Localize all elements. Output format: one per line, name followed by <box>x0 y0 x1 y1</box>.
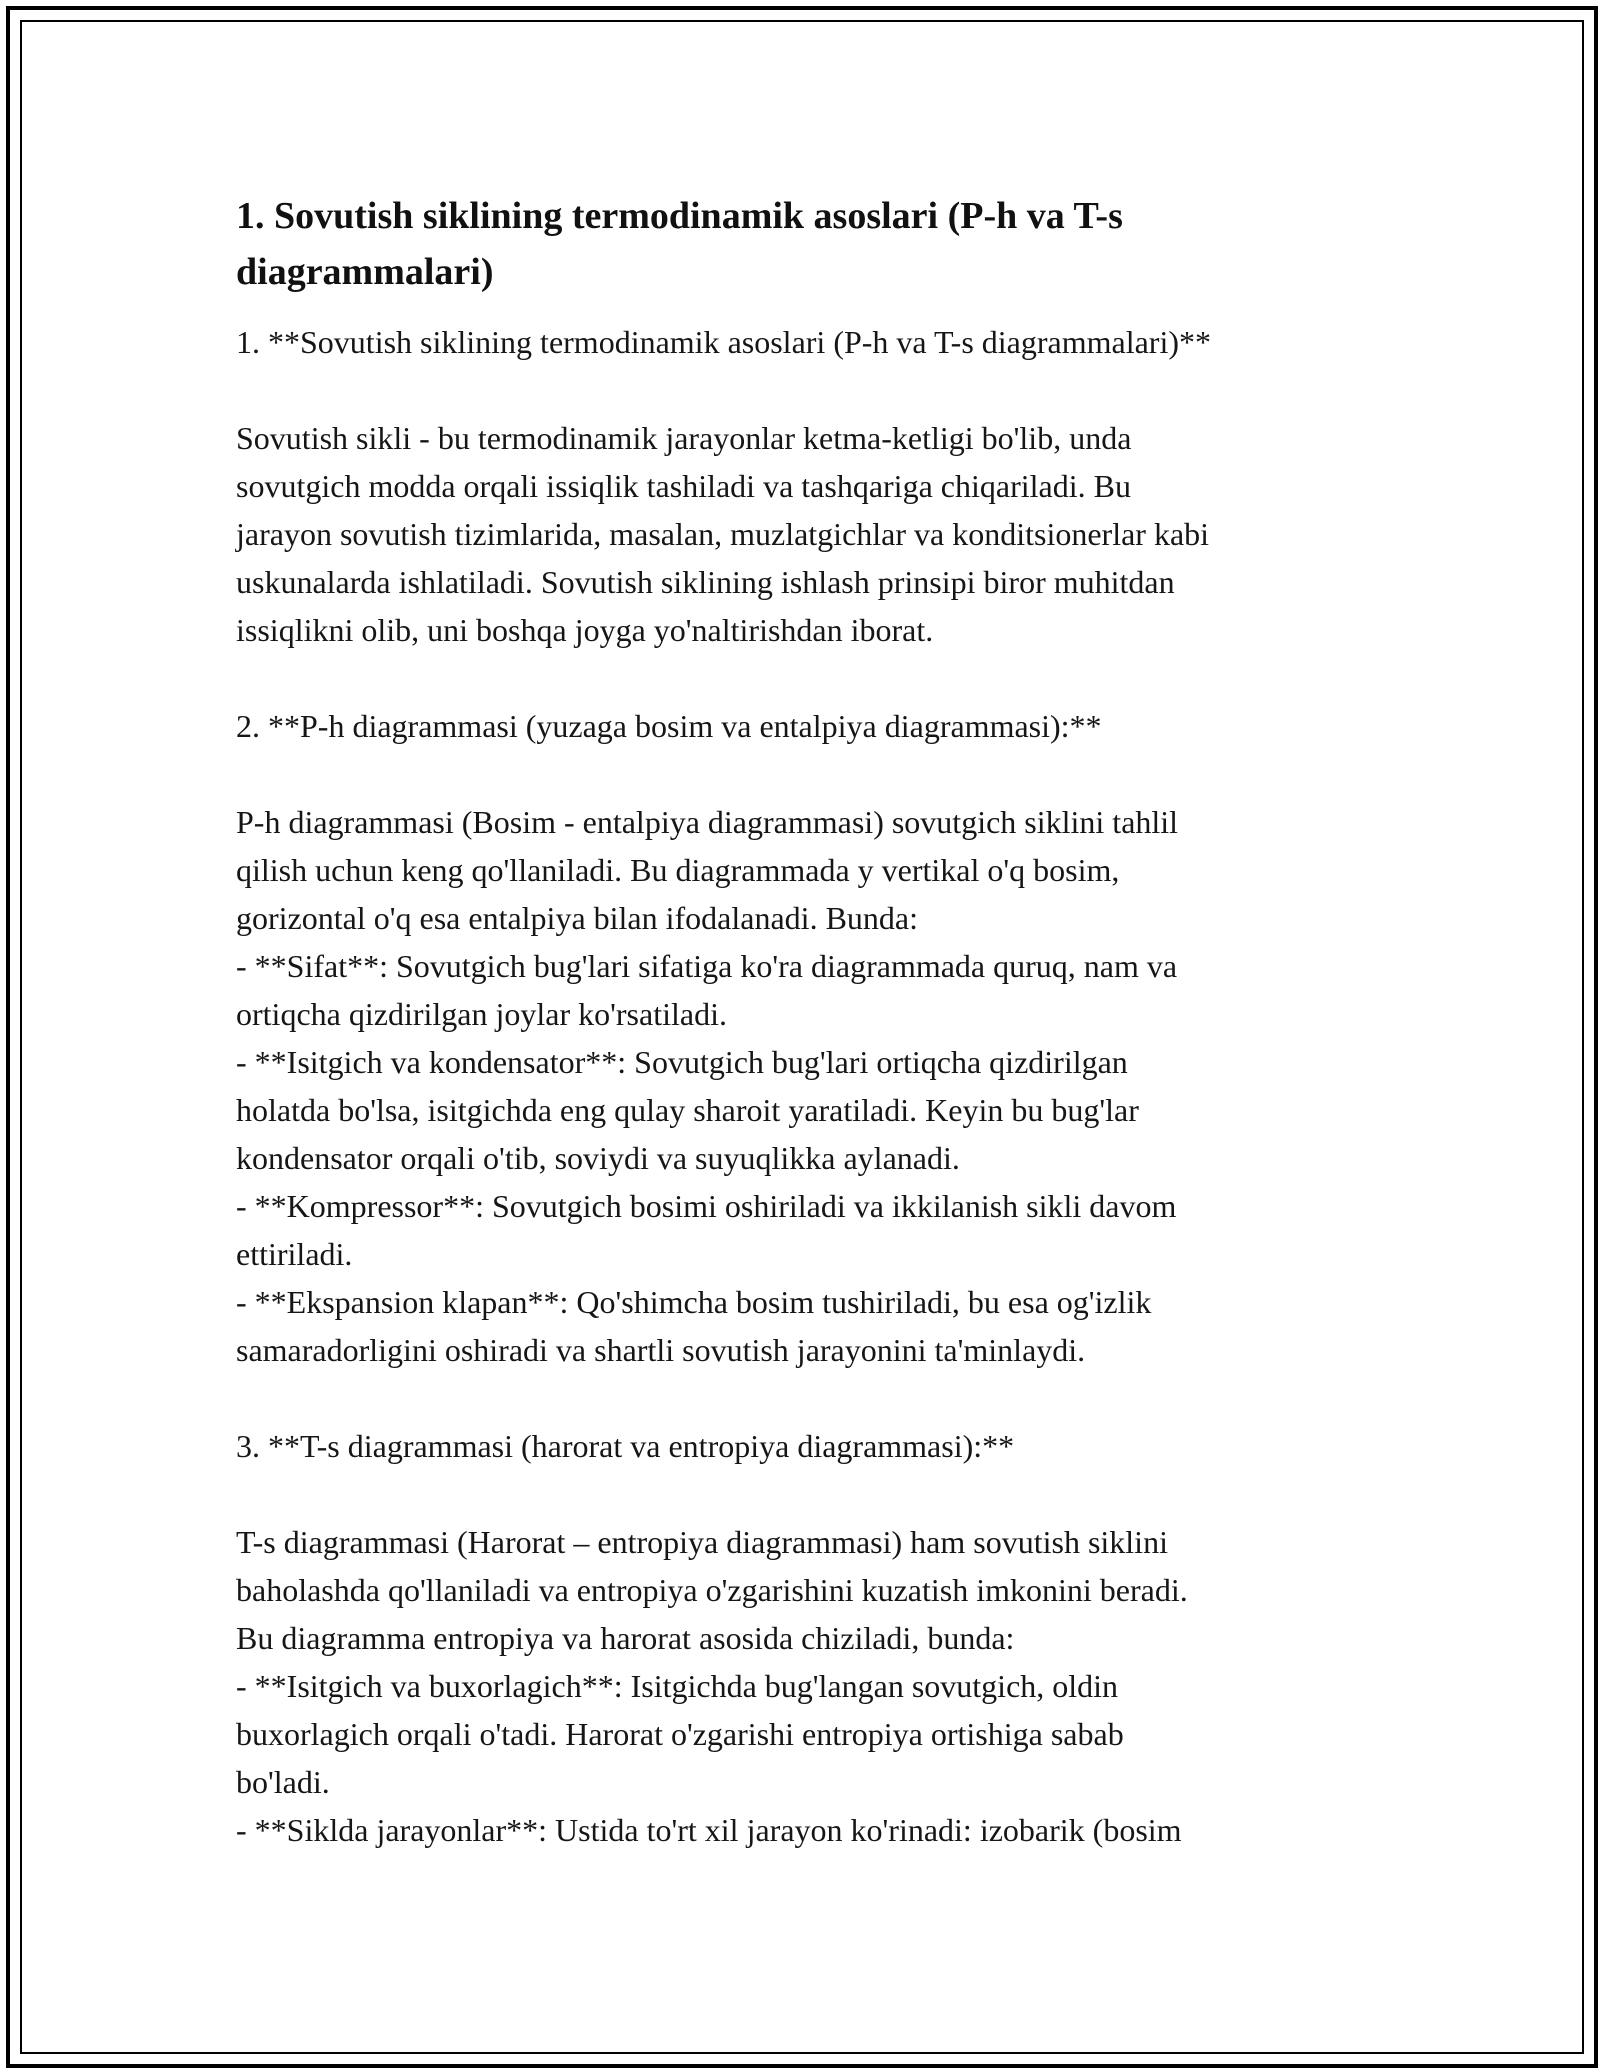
text-line: 2. **P-h diagrammasi (yuzaga bosim va entalpiya diagrammasi):** <box>236 708 1102 744</box>
paragraph-ts-diagram <box>236 1518 1366 1854</box>
document-title <box>236 188 1366 300</box>
title-line: diagrammalari) <box>236 251 494 293</box>
text-line: P-h diagrammasi (Bosim - entalpiya diagrammasi) sovutgich siklini tahlil <box>236 804 1179 840</box>
text-line: sovutgich modda orqali issiqlik tashiladi va tashqariga chiqariladi. Bu <box>236 468 1131 504</box>
text-line: kondensator orqali o'tib, soviydi va suyuqlikka aylanadi. <box>236 1140 960 1176</box>
bullet-line: - **Ekspansion klapan**: Qo'shimcha bosim tushiriladi, bu esa og'izlik <box>236 1284 1152 1320</box>
text-line: 3. **T-s diagrammasi (harorat va entropiya diagrammasi):** <box>236 1428 1015 1464</box>
bullet-line: - **Isitgich va buxorlagich**: Isitgichda bug'langan sovutgich, oldin <box>236 1668 1119 1704</box>
text-line: samaradorligini oshiradi va shartli sovutish jarayonini ta'minlaydi. <box>236 1332 1086 1368</box>
text-line: uskunalarda ishlatiladi. Sovutish siklining ishlash prinsipi biror muhitdan <box>236 564 1175 600</box>
text-line: qilish uchun keng qo'llaniladi. Bu diagrammada y vertikal o'q bosim, <box>236 852 1120 888</box>
text-line: baholashda qo'llaniladi va entropiya o'zgarishini kuzatish imkonini beradi. <box>236 1572 1188 1608</box>
text-line: holatda bo'lsa, isitgichda eng qulay sharoit yaratiladi. Keyin bu bug'lar <box>236 1092 1139 1128</box>
paragraph-ph-diagram <box>236 798 1366 1374</box>
bullet-line: - **Isitgich va kondensator**: Sovutgich bug'lari ortiqcha qizdirilgan <box>236 1044 1128 1080</box>
title-line: 1. Sovutish siklining termodinamik asoslari (P-h va T-s <box>236 195 1123 237</box>
bullet-line: - **Kompressor**: Sovutgich bosimi oshiriladi va ikkilanish sikli davom <box>236 1188 1177 1224</box>
text-line: jarayon sovutish tizimlarida, masalan, muzlatgichlar va konditsionerlar kabi <box>236 516 1210 552</box>
text-line: T-s diagrammasi (Harorat – entropiya diagrammasi) ham sovutish siklini <box>236 1524 1168 1560</box>
text-line: ettiriladi. <box>236 1236 353 1272</box>
bullet-line: - **Sifat**: Sovutgich bug'lari sifatiga ko'ra diagrammada quruq, nam va <box>236 948 1178 984</box>
text-line: Sovutish sikli - bu termodinamik jarayonlar ketma-ketligi bo'lib, unda <box>236 420 1132 456</box>
section-heading-1 <box>236 318 1366 366</box>
section-heading-3 <box>236 1422 1366 1470</box>
text-line: issiqlikni olib, uni boshqa joyga yo'naltirishdan iborat. <box>236 612 934 648</box>
text-line: gorizontal o'q esa entalpiya bilan ifodalanadi. Bunda: <box>236 900 918 936</box>
text-line: ortiqcha qizdirilgan joylar ko'rsatiladi. <box>236 996 727 1032</box>
bullet-line: - **Siklda jarayonlar**: Ustida to'rt xil jarayon ko'rinadi: izobarik (bosim <box>236 1812 1182 1848</box>
document-body <box>236 188 1366 1902</box>
text-line: buxorlagich orqali o'tadi. Harorat o'zgarishi entropiya ortishiga sabab <box>236 1716 1124 1752</box>
text-line: Bu diagramma entropiya va harorat asosida chiziladi, bunda: <box>236 1620 1015 1656</box>
text-line: 1. **Sovutish siklining termodinamik asoslari (P-h va T-s diagrammalari)** <box>236 324 1211 360</box>
section-heading-2 <box>236 702 1366 750</box>
paragraph-intro <box>236 414 1366 654</box>
text-line: bo'ladi. <box>236 1764 330 1800</box>
